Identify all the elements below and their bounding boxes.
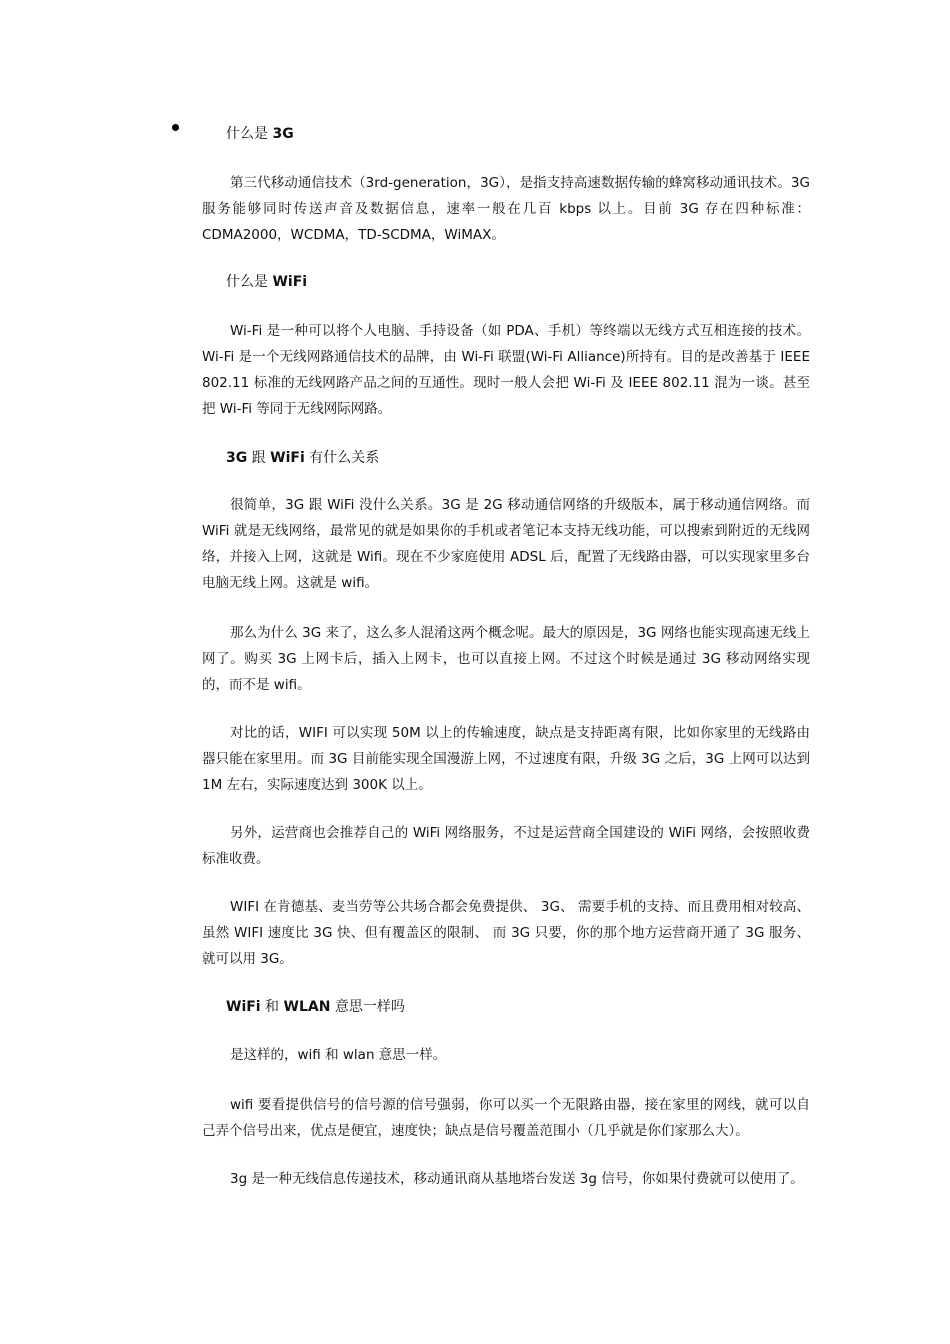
heading-text: 跟 — [247, 450, 271, 466]
paragraph: 是这样的，wifi 和 wlan 意思一样。 — [230, 1047, 447, 1063]
paragraph: 第三代移动通信技术（3rd-generation，3G），是指支持高速数据传输的蜂窝移动通讯技术。3G 服务能够同时传送声音及数据信息，速率一般在几百 kbps 以上。目前 3G 存在四种标准：CDMA2000，WCDMA，TD-SCDMA，WiMAX。 — [202, 175, 810, 243]
heading-bold-text: WiFi — [272, 274, 308, 290]
heading-text: 有什么关系 — [304, 450, 380, 466]
heading-text: 意思一样吗 — [330, 999, 405, 1015]
section-heading-3g — [226, 124, 294, 144]
heading-text: 什么是 — [226, 126, 273, 142]
section-heading-wifi-wlan — [226, 997, 405, 1017]
paragraph: Wi-Fi 是一种可以将个人电脑、手持设备（如 PDA、手机）等终端以无线方式互相连接的技术。Wi-Fi 是一个无线网路通信技术的品牌，由 Wi-Fi 联盟(Wi-Fi Alliance)所持有。目的是改善基于 IEEE 802.11 标准的无线网路产品之间的互通性。现时一般人会把 Wi-Fi 及 IEEE 802.11 混为一谈。甚至把 Wi-Fi 等同于无线网际网路。 — [202, 323, 810, 417]
heading-bold-text: 3G — [272, 126, 294, 142]
heading-bold-text: WiFi — [270, 450, 305, 466]
section-heading-3g-wifi-relation — [226, 448, 379, 468]
paragraph: 3g 是一种无线信息传递技术，移动通讯商从基地塔台发送 3g 信号，你如果付费就可以使用了。 — [230, 1171, 804, 1187]
bullet-point — [172, 124, 179, 131]
heading-bold-text: WLAN — [283, 999, 331, 1015]
paragraph: WIFI 在肯德基、麦当劳等公共场合都会免费提供、 3G、 需要手机的支持、而且费用相对较高、 虽然 WIFI 速度比 3G 快、但有覆盖区的限制、 而 3G 只要，你的那个地方运营商开通了 3G 服务、就可以用 3G。 — [202, 899, 810, 967]
paragraph: 对比的话，WIFI 可以实现 50M 以上的传输速度，缺点是支持距离有限，比如你家里的无线路由器只能在家里用。而 3G 目前能实现全国漫游上网，不过速度有限，升级 3G 之后，3G 上网可以达到 1M 左右，实际速度达到 300K 以上。 — [202, 725, 810, 793]
heading-bold-text: 3G — [226, 450, 248, 466]
paragraph: 很简单，3G 跟 WiFi 没什么关系。3G 是 2G 移动通信网络的升级版本，属于移动通信网络。而 WiFi 就是无线网络，最常见的就是如果你的手机或者笔记本支持无线功能，可以搜索到附近的无线网络，并接入上网，这就是 Wifi。现在不少家庭使用 ADSL 后，配置了无线路由器，可以实现家里多台电脑无线上网。这就是 wifi。 — [202, 497, 810, 591]
paragraph: wifi 要看提供信号的信号源的信号强弱，你可以买一个无限路由器，接在家里的网线，就可以自己弄个信号出来，优点是便宜，速度快；缺点是信号覆盖范围小（几乎就是你们家那么大）。 — [202, 1097, 810, 1139]
heading-bold-text: WiFi — [226, 999, 261, 1015]
paragraph: 另外，运营商也会推荐自己的 WiFi 网络服务，不过是运营商全国建设的 WiFi 网络，会按照收费标准收费。 — [202, 825, 810, 867]
paragraph: 那么为什么 3G 来了，这么多人混淆这两个概念呢。最大的原因是，3G 网络也能实现高速无线上网了。购买 3G 上网卡后，插入上网卡，也可以直接上网。不过这个时候是通过 3G 移动网络实现的，而不是 wifi。 — [202, 625, 810, 693]
heading-text: 和 — [260, 999, 284, 1015]
section-heading-wifi — [226, 272, 307, 292]
heading-text: 什么是 — [226, 274, 273, 290]
